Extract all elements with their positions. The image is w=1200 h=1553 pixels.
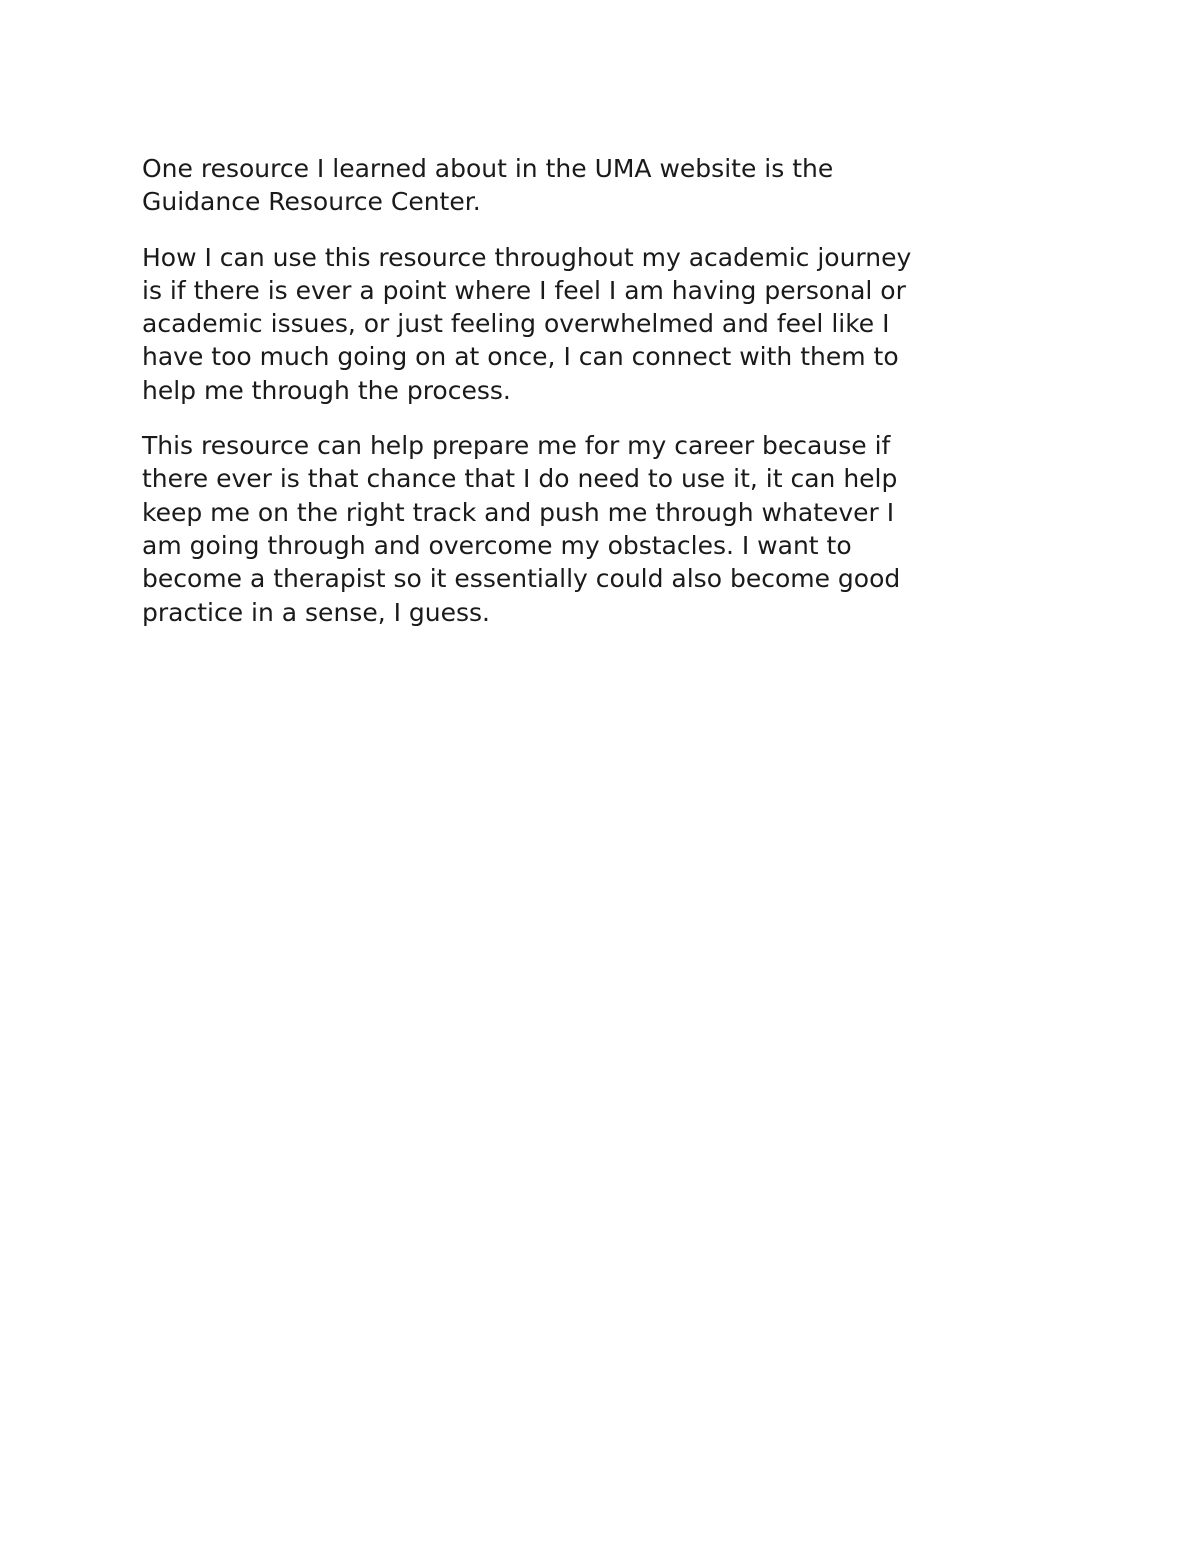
- text-line: keep me on the right track and push me through whatever I: [142, 497, 895, 527]
- text-line: One resource I learned about in the UMA website is the: [142, 154, 834, 183]
- text-line: Guidance Resource Center.: [142, 187, 481, 217]
- paragraph-2: [142, 241, 1042, 407]
- text-line: is if there is ever a point where I feel I am having personal or: [142, 275, 906, 305]
- paragraph-3: [142, 429, 1042, 629]
- text-line: academic issues, or just feeling overwhelmed and feel like I: [142, 309, 890, 339]
- paragraph-1: [142, 152, 1042, 219]
- text-line: practice in a sense, I guess.: [142, 597, 490, 627]
- text-line: This resource can help prepare me for my career because if: [142, 431, 891, 461]
- text-line: become a therapist so it essentially could also become good: [142, 564, 901, 594]
- document-body: [142, 152, 1042, 651]
- text-line: there ever is that chance that I do need to use it, it can help: [142, 464, 898, 494]
- text-line: am going through and overcome my obstacles. I want to: [142, 530, 852, 560]
- text-line: help me through the process.: [142, 375, 511, 405]
- text-line: have too much going on at once, I can connect with them to: [142, 342, 899, 372]
- text-line: How I can use this resource throughout my academic journey: [142, 242, 912, 272]
